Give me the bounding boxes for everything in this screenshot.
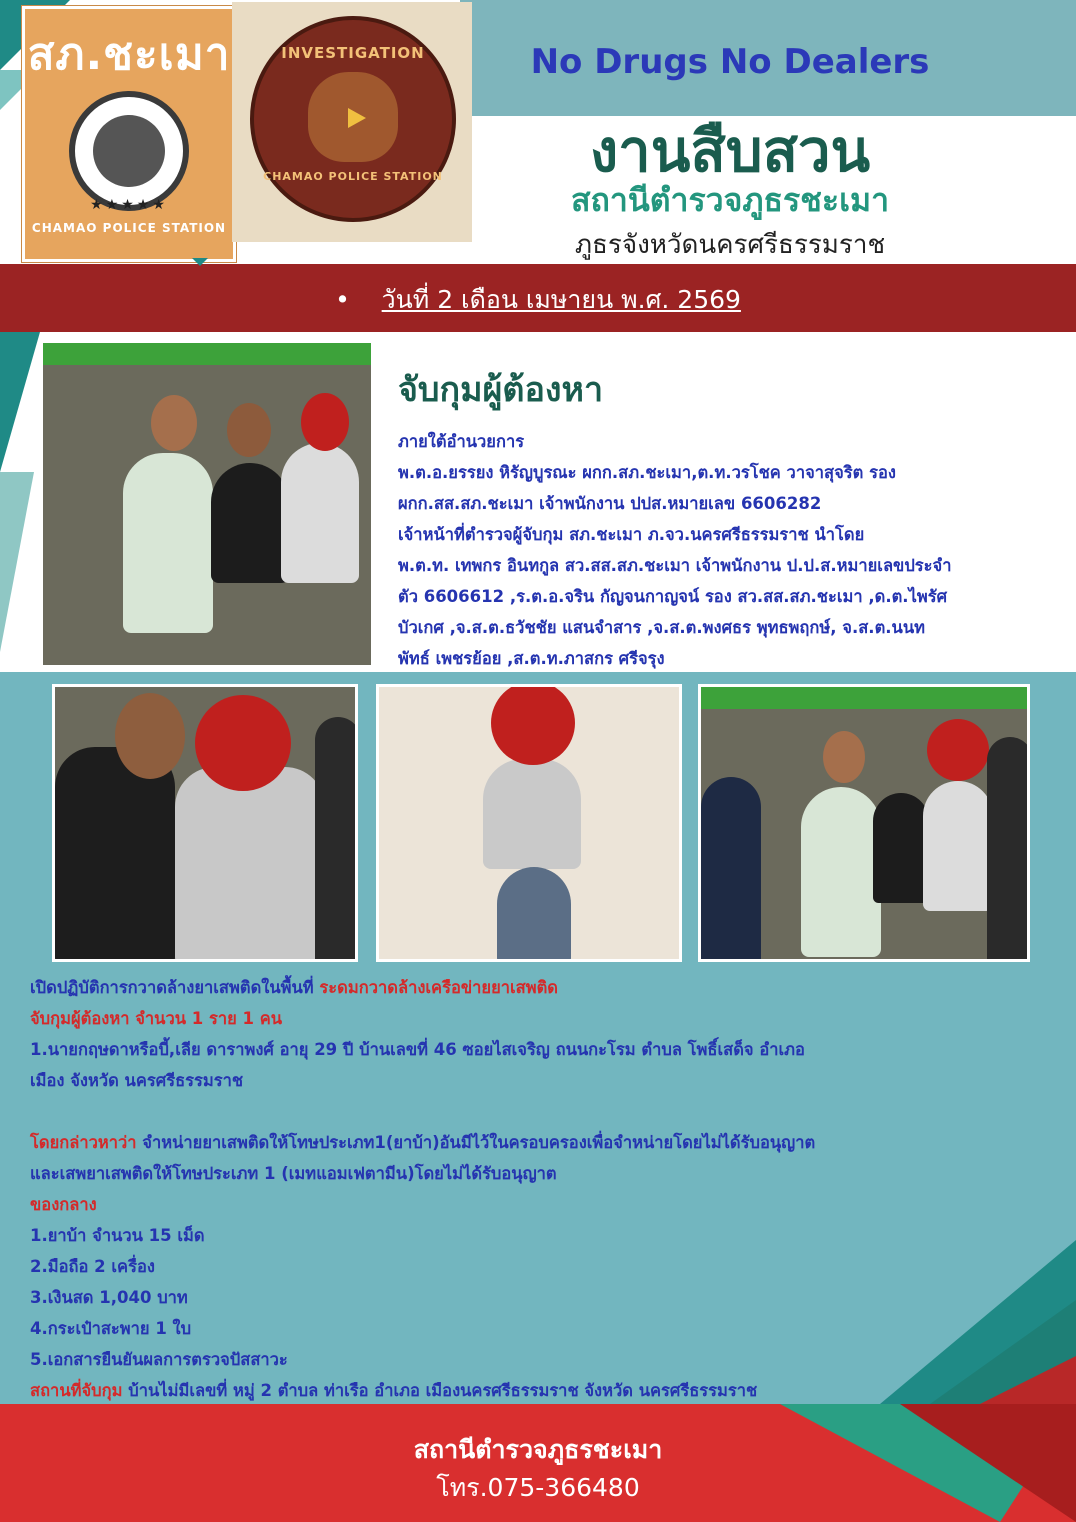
detail-line: ภายใต้อำนวยการ	[398, 432, 525, 451]
stars-icon: ★★★★★	[90, 197, 168, 213]
detail-line: ผกก.สส.สภ.ชะเมา เจ้าพนักงาน ปปส.หมายเลข 6606282	[398, 494, 822, 513]
investigation-logo-bottom-text: CHAMAO POLICE STATION	[263, 170, 443, 183]
police-crest-icon	[69, 91, 189, 211]
arrest-photo-2	[376, 684, 682, 962]
detail-line: พ.ต.ท. เทพกร อินทกูล สว.สส.สภ.ชะเมา เจ้าพนักงาน ป.ป.ส.หมายเลขประจำ	[398, 556, 952, 575]
operation-line: เปิดปฏิบัติการกวาดล้างยาเสพติดในพื้นที่ ระดมกวาดล้างเครือข่ายยาเสพติด	[30, 978, 559, 997]
report-date: วันที่ 2 เดือน เมษายน พ.ศ. 2569	[381, 285, 741, 314]
arrest-photo-main	[40, 340, 374, 668]
charge-line: และเสพยาเสพติดให้โทษประเภท 1 (เมทแอมเฟตามีน)โดยไม่ได้รับอนุญาต	[30, 1164, 557, 1183]
detail-line: พ.ต.อ.ยรรยง หิรัญบูรณะ ผกก.สภ.ชะเมา,ต.ท.วรโชค วาจาสุจริต รอง	[398, 463, 896, 482]
arrest-photo-1	[52, 684, 358, 962]
slogan: No Drugs No Dealers	[530, 42, 930, 82]
footer-phone: โทร.075-366480	[436, 1473, 640, 1502]
case-details	[30, 972, 1050, 1406]
marker-icon	[192, 258, 208, 266]
bullet-icon: •	[335, 285, 350, 314]
left-decoration-light	[0, 472, 34, 652]
charge-label: โดยกล่าวหาว่า	[30, 1133, 143, 1152]
evidence-item: 1.ยาบ้า จำนวน 15 เม็ด	[30, 1226, 205, 1245]
place-label: สถานที่จับกุม	[30, 1381, 129, 1400]
detail-line: เจ้าหน้าที่ตำรวจผู้จับกุม สภ.ชะเมา ภ.จว.นครศรีธรรมราช นำโดย	[398, 525, 865, 544]
eagle-badge-icon	[250, 16, 456, 222]
footer-station: สถานีตำรวจภูธรชะเมา	[413, 1435, 663, 1464]
evidence-item: 4.กระเป๋าสะพาย 1 ใบ	[30, 1319, 192, 1338]
station-name: สถานีตำรวจภูธรชะเมา	[570, 181, 890, 219]
operation-highlight: ระดมกวาดล้างเครือข่ายยาเสพติด	[319, 978, 559, 997]
investigation-logo-top-text: INVESTIGATION	[281, 44, 425, 62]
officer-details	[398, 426, 1048, 674]
evidence-item: 2.มือถือ 2 เครื่อง	[30, 1257, 155, 1276]
arrest-photo-3	[698, 684, 1030, 962]
evidence-item: 3.เงินสด 1,040 บาท	[30, 1288, 188, 1307]
suspect-line: เมือง จังหวัด นครศรีธรรมราช	[30, 1071, 244, 1090]
station-logo-subtext: CHAMAO POLICE STATION	[31, 221, 227, 235]
charge-line: โดยกล่าวหาว่า จำหน่ายยาเสพติดให้โทษประเภท1(ยาบ้า)อันมีไว้ในครอบครองเพื่อจำหน่ายโดยไม่ได้รับอนุญาต	[30, 1133, 816, 1152]
station-logo	[22, 6, 236, 262]
evidence-label: ของกลาง	[30, 1195, 97, 1214]
suspect-line: 1.นายกฤษดาหรือบี้,เลีย ดาราพงศ์ อายุ 29 ปี บ้านเลขที่ 46 ซอยไสเจริญ ถนนกะโรม ตำบล โพธิ์เสด็จ อำเภอ	[30, 1040, 805, 1059]
place-line: สถานที่จับกุม บ้านไม่มีเลขที่ หมู่ 2 ตำบล ท่าเรือ อำเภอ เมืองนครศรีธรรมราช จังหวัด นครศรีธรรมราช	[30, 1381, 758, 1400]
section-title: จับกุมผู้ต้องหา	[398, 370, 604, 410]
detail-line: ตัว 6606612 ,ร.ต.อ.จริน กัญจนกาญจน์ รอง สว.สส.สภ.ชะเมา ,ด.ต.ไพรัศ	[398, 587, 948, 606]
eagle-beak-icon	[348, 108, 366, 128]
arrest-count: จับกุมผู้ต้องหา จำนวน 1 ราย 1 คน	[30, 1009, 283, 1028]
page-title: งานสืบสวน	[589, 117, 871, 185]
station-logo-text: สภ.ชะเมา	[27, 29, 231, 80]
province-name: ภูธรจังหวัดนครศรีธรรมราช	[574, 230, 886, 260]
left-decoration	[0, 332, 40, 472]
investigation-logo	[232, 2, 472, 242]
detail-line: บัวเกศ ,จ.ส.ต.ธวัชชัย แสนจำสาร ,จ.ส.ต.พงศธร พุทธพฤกษ์, จ.ส.ต.นนท	[398, 618, 925, 637]
evidence-item: 5.เอกสารยืนยันผลการตรวจปัสสาวะ	[30, 1350, 288, 1369]
detail-line: พัทธ์ เพชรย้อย ,ส.ต.ท.ภาสกร ศรีจรุง	[398, 649, 665, 668]
date-line	[0, 280, 1076, 320]
